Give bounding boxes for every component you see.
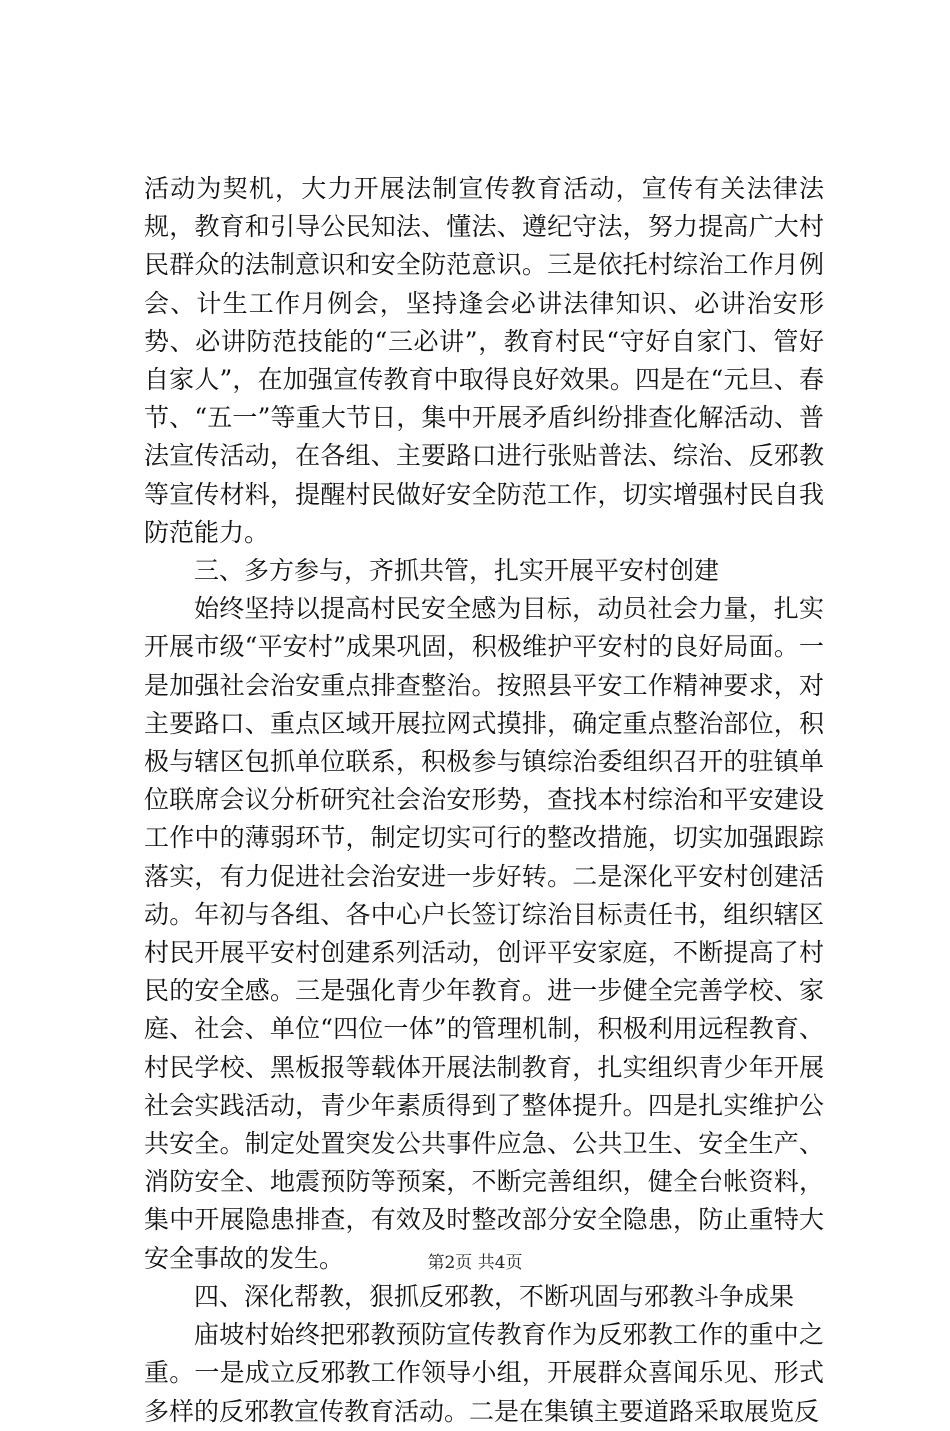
paragraph-anti-cult: 庙坡村始终把邪教预防宣传教育作为反邪教工作的重中之重。一是成立反邪教工作领导小组，开展群众喜闻乐见、形式多样的反邪教宣传教育活动。二是在集镇主要道路采取展览反 [144,1320,824,1426]
section-heading-3: 三、多方参与，齐抓共管，扎实开展平安村创建 [194,556,720,586]
page-footer: 第2页 共4页 [427,1253,523,1273]
section-heading-4: 四、深化帮教，狠抓反邪教，不断巩固与邪教斗争成果 [194,1281,795,1311]
document-body [144,170,824,1431]
paragraph-safe-village: 始终坚持以提高村民安全感为目标，动员社会力量，扎实开展市级“平安村”成果巩固，积极维护平安村的良好局面。一是加强社会治安重点排查整治。按照县平安工作精神要求，对主要路口、重点区域开展拉网式摸排，确定重点整治部位，积极与辖区包抓单位联系，积极参与镇综治委组织召开的驻镇单位联席会议分析研究社会治安形势，查找本村综治和平安建设工作中的薄弱环节，制定切实可行的整改措施，切实加强跟踪落实，有力促进社会治安进一步好转。二是深化平安村创建活动。年初与各组、各中心户长签订综治目标责任书，组织辖区村民开展平安村创建系列活动，创评平安家庭，不断提高了村民的安全感。三是强化青少年教育。进一步健全完善学校、家庭、社会、单位“四位一体”的管理机制，积极利用远程教育、村民学校、黑板报等载体开展法制教育，扎实组织青少年开展社会实践活动，青少年素质得到了整体提升。四是扎实维护公共安全。制定处置突发公共事件应急、公共卫生、安全生产、消防安全、地震预防等预案，不断完善组织，健全台帐资料，集中开展隐患排查，有效及时整改部分安全隐患，防止重特大安全事故的发生。 [144,594,824,1273]
paragraph-continuation: 活动为契机，大力开展法制宣传教育活动，宣传有关法律法规，教育和引导公民知法、懂法、遵纪守法，努力提高广大村民群众的法制意识和安全防范意识。三是依托村综治工作月例会、计生工作月例会，坚持逢会必讲法律知识、必讲治安形势、必讲防范技能的“三必讲”，教育村民“守好自家门、管好自家人”，在加强宣传教育中取得良好效果。四是在“元旦、春节、“五一”等重大节日，集中开展矛盾纠纷排查化解活动、普法宣传活动，在各组、主要路口进行张贴普法、综治、反邪教等宣传材料，提醒村民做好安全防范工作，切实增强村民自我防范能力。 [144,174,824,547]
